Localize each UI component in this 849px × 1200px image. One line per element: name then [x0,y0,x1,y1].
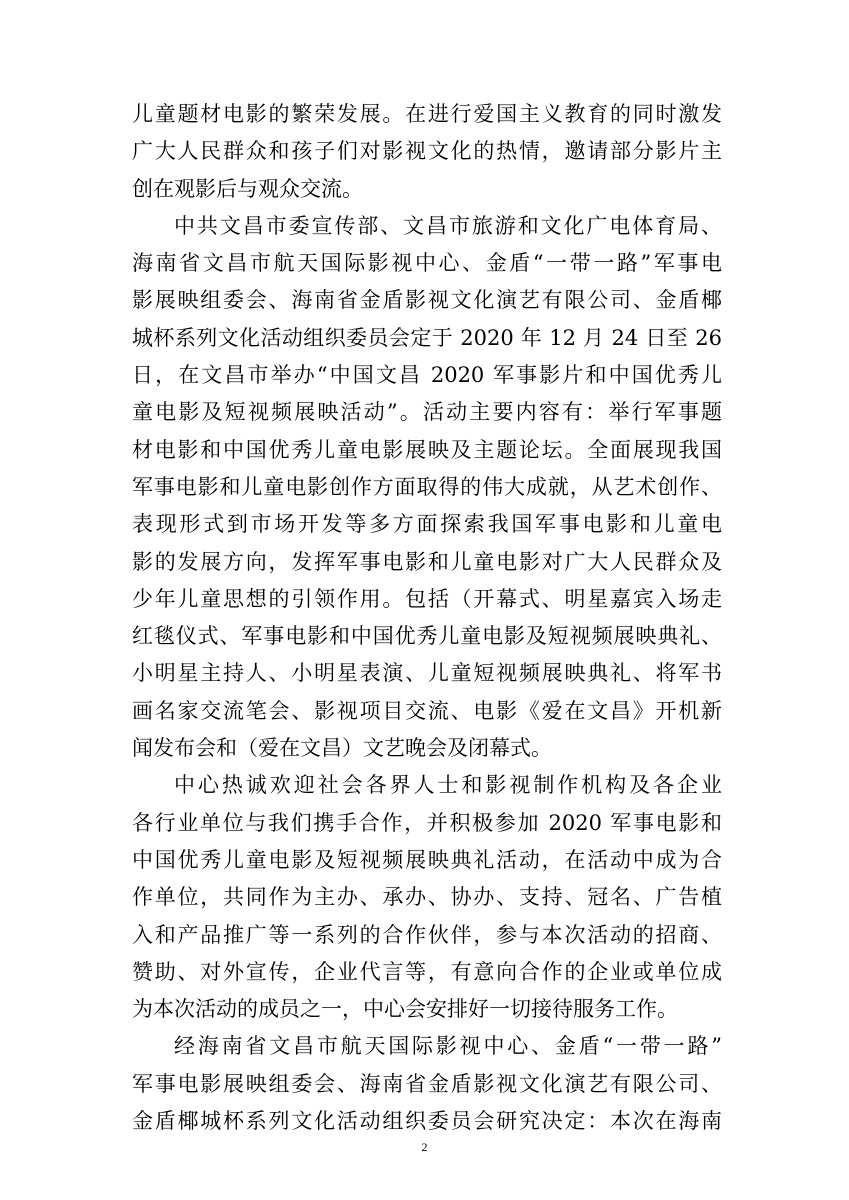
text-line: 作单位，共同作为主办、承办、协办、支持、冠名、广告植 [132,885,722,910]
text-line: 童电影及短视频展映活动”。活动主要内容有：举行军事题 [132,400,722,425]
text-line: 为本次活动的成员之一，中心会安排好一切接待服务工作。 [132,997,678,1022]
text-line: 影展映组委会、海南省金盾影视文化演艺有限公司、金盾椰 [132,288,722,313]
text-line: 日，在文昌市举办“中国文昌 2020 军事影片和中国优秀儿 [132,363,722,388]
paragraph-4 [132,1028,722,1140]
text-line: 材电影和中国优秀儿童电影展映及主题论坛。全面展现我国 [132,437,722,462]
document-body [132,96,722,1140]
paragraph-2 [132,208,722,767]
page-number: 2 [421,1140,428,1154]
text-line: 入和产品推广等一系列的合作伙伴，参与本次活动的招商、 [132,922,722,947]
text-line: 中国优秀儿童电影及短视频展映典礼活动，在活动中成为合 [132,847,722,872]
text-line: 闻发布会和（爱在文昌）文艺晚会及闭幕式。 [132,736,552,761]
text-line: 少年儿童思想的引领作用。包括（开幕式、明星嘉宾入场走 [132,586,722,611]
text-line: 军事电影和儿童电影创作方面取得的伟大成就，从艺术创作、 [132,474,722,499]
text-line: 中共文昌市委宣传部、文昌市旅游和文化广电体育局、 [174,213,722,238]
text-line: 小明星主持人、小明星表演、儿童短视频展映典礼、将军书 [132,661,722,686]
text-line: 广大人民群众和孩子们对影视文化的热情，邀请部分影片主 [132,139,722,164]
text-line: 经海南省文昌市航天国际影视中心、金盾“一带一路” [174,1034,722,1059]
text-line: 创在观影后与观众交流。 [132,176,363,201]
text-line: 赞助、对外宣传，企业代言等，有意向合作的企业或单位成 [132,959,722,984]
text-line: 海南省文昌市航天国际影视中心、金盾“一带一路”军事电 [132,251,722,276]
text-line: 城杯系列文化活动组织委员会定于 2020 年 12 月 24 日至 26 [132,325,722,350]
text-line: 儿童题材电影的繁荣发展。在进行爱国主义教育的同时激发 [132,102,722,126]
text-line: 各行业单位与我们携手合作，并积极参加 2020 军事电影和 [132,810,722,835]
text-line: 军事电影展映组委会、海南省金盾影视文化演艺有限公司、 [132,1071,722,1096]
paragraph-3 [132,767,722,1028]
text-line: 金盾椰城杯系列文化活动组织委员会研究决定：本次在海南 [132,1109,722,1134]
text-line: 画名家交流笔会、影视项目交流、电影《爱在文昌》开机新 [132,698,722,723]
text-line: 表现形式到市场开发等多方面探索我国军事电影和儿童电 [132,512,722,537]
text-line: 中心热诚欢迎社会各界人士和影视制作机构及各企业 [174,773,722,798]
text-line: 影的发展方向，发挥军事电影和儿童电影对广大人民群众及 [132,549,722,574]
paragraph-1 [132,96,722,208]
text-line: 红毯仪式、军事电影和中国优秀儿童电影及短视频展映典礼、 [132,624,722,649]
